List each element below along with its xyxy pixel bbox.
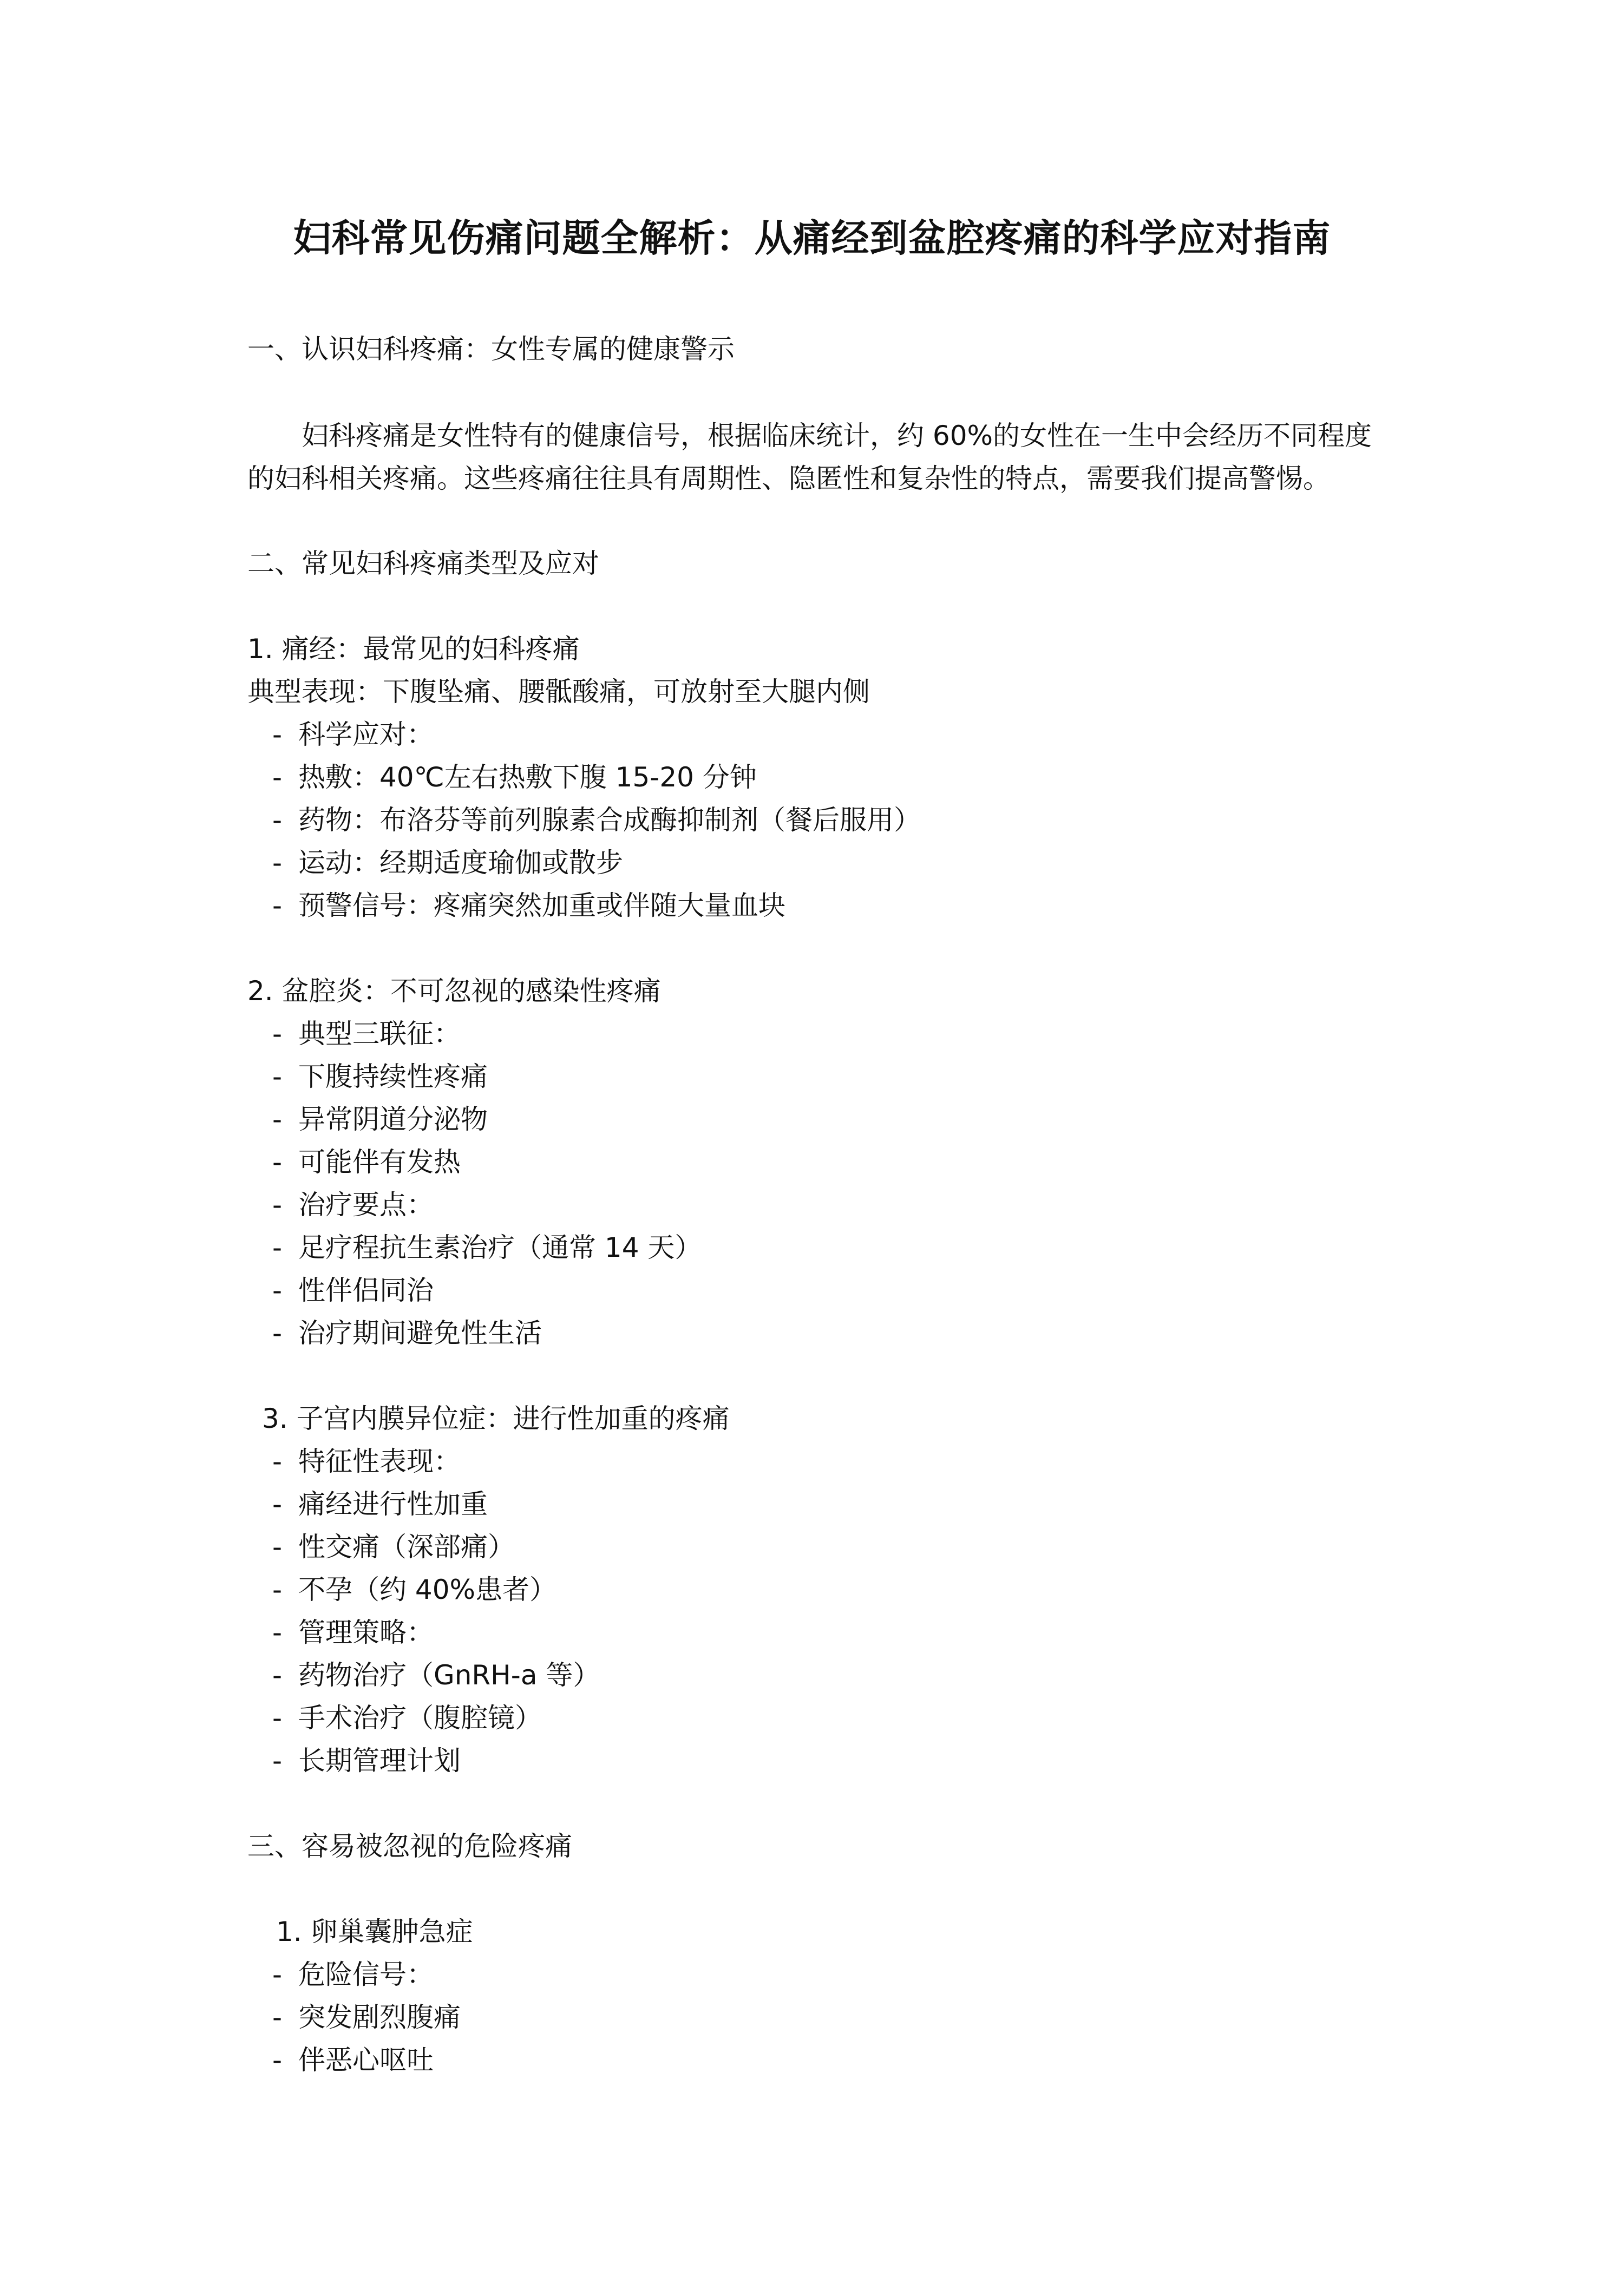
list-item: - 痛经进行性加重 (272, 1488, 488, 1520)
list-item: - 性交痛（深部痛） (272, 1531, 515, 1563)
list-item: - 足疗程抗生素治疗（通常 14 天） (272, 1232, 702, 1263)
list-item: - 治疗期间避免性生活 (272, 1317, 542, 1349)
list-item: - 预警信号：疼痛突然加重或伴随大量血块 (272, 890, 785, 921)
list-item: - 热敷：40℃左右热敷下腹 15-20 分钟 (272, 762, 757, 793)
list-item: - 不孕（约 40%患者） (272, 1574, 557, 1605)
list-item: - 科学应对： (272, 719, 434, 750)
list-item: - 突发剧烈腹痛 (272, 2002, 461, 2033)
item-heading-pid: 2. 盆腔炎：不可忽视的感染性疼痛 (247, 975, 661, 1007)
list-item: - 运动：经期适度瑜伽或散步 (272, 847, 623, 878)
list-item: - 药物治疗（GnRH-a 等） (272, 1659, 600, 1691)
list-item: - 管理策略： (272, 1617, 434, 1648)
list-item: - 伴恶心呕吐 (272, 2044, 434, 2076)
list-item: - 手术治疗（腹腔镜） (272, 1702, 542, 1734)
list-item: - 典型三联征： (272, 1018, 461, 1049)
item-heading-endometriosis: 3. 子宫内膜异位症：进行性加重的疼痛 (262, 1403, 730, 1434)
section-heading-3: 三、容易被忽视的危险疼痛 (247, 1831, 572, 1862)
section-heading-1: 一、认识妇科疼痛：女性专属的健康警示 (247, 333, 735, 365)
list-item: - 危险信号： (272, 1959, 434, 1990)
list-item: - 长期管理计划 (272, 1745, 461, 1776)
page-title: 妇科常见伤痛问题全解析：从痛经到盆腔疼痛的科学应对指南 (293, 216, 1331, 260)
list-item: - 治疗要点： (272, 1189, 434, 1221)
list-item: - 药物：布洛芬等前列腺素合成酶抑制剂（餐后服用） (272, 804, 921, 836)
list-item: - 可能伴有发热 (272, 1146, 461, 1178)
section-heading-2: 二、常见妇科疼痛类型及应对 (247, 548, 599, 579)
intro-paragraph-text: 妇科疼痛是女性特有的健康信号，根据临床统计，约 60%的女性在一生中会经历不同程度的妇科相关疼痛。这些疼痛往往具有周期性、隐匿性和复杂性的特点，需要我们提高警惕。 (247, 420, 1372, 494)
item-heading-ovarian-cyst: 1. 卵巢囊肿急症 (276, 1916, 473, 1947)
list-item: - 特征性表现： (272, 1446, 461, 1477)
list-item: - 性伴侣同治 (272, 1275, 434, 1306)
intro-paragraph (247, 415, 1390, 500)
list-item: - 异常阴道分泌物 (272, 1104, 488, 1135)
item-subline-dysmenorrhea: 典型表现：下腹坠痛、腰骶酸痛，可放射至大腿内侧 (247, 676, 870, 707)
list-item: - 下腹持续性疼痛 (272, 1061, 488, 1092)
item-heading-dysmenorrhea: 1. 痛经：最常见的妇科疼痛 (247, 633, 580, 665)
